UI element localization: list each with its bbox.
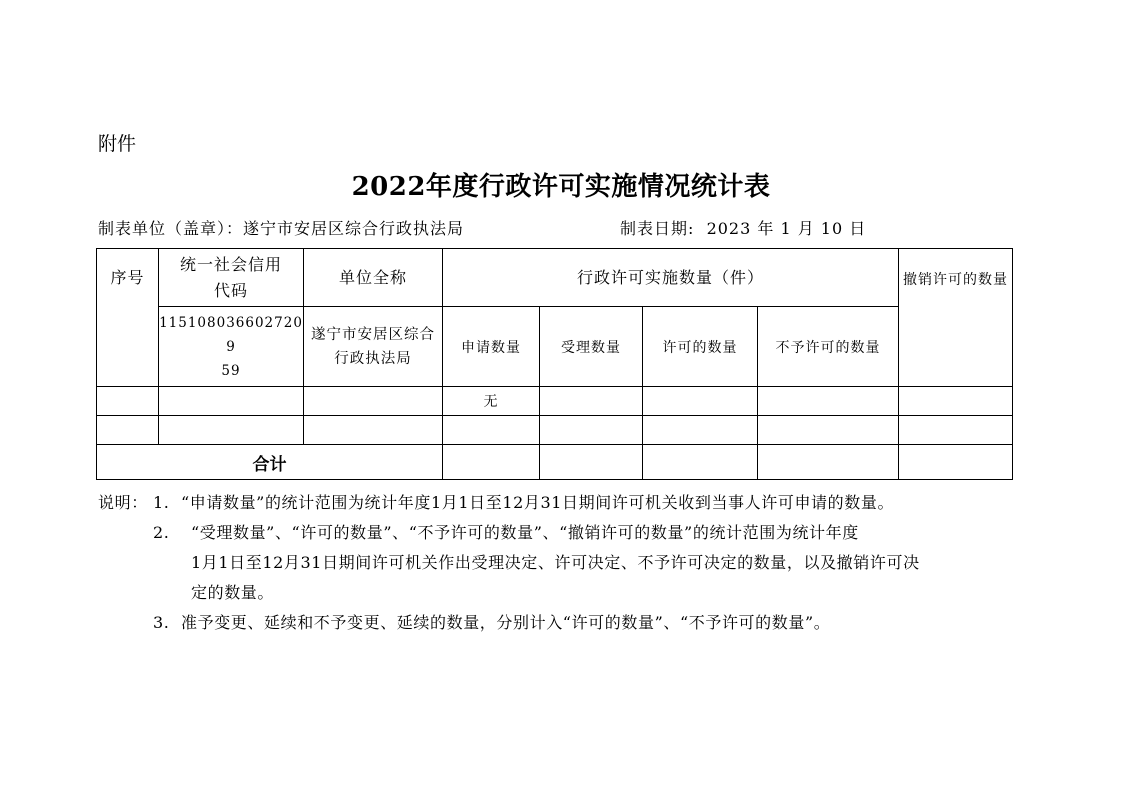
header-revoked-count: 撤销许可的数量 xyxy=(899,249,1013,387)
credit-code-cell xyxy=(159,307,304,387)
total-label: 合计 xyxy=(97,445,443,480)
subheader-applied: 申请数量 xyxy=(443,307,540,387)
table-row xyxy=(97,387,1013,416)
header-implementation-count: 行政许可实施数量（件） xyxy=(443,249,899,307)
note-text: “受理数量”、“许可的数量”、“不予许可的数量”、“撤销许可的数量”的统计范围为统计年度 xyxy=(191,523,859,542)
subheader-denied: 不予许可的数量 xyxy=(758,307,899,387)
header-row xyxy=(97,249,1013,307)
notes-section xyxy=(98,488,1038,638)
note-text: “申请数量”的统计范围为统计年度1月1日至12月31日期间许可机关收到当事人许可申请的数量。 xyxy=(181,493,895,512)
note-number: 2. xyxy=(153,523,170,542)
page-title: 2022年度行政许可实施情况统计表 xyxy=(351,172,771,202)
subheader-row xyxy=(97,307,1013,387)
note-continuation: 定的数量。 xyxy=(191,583,275,602)
subheader-accepted: 受理数量 xyxy=(540,307,643,387)
statistics-table xyxy=(96,248,1013,480)
subheader-permitted: 许可的数量 xyxy=(643,307,758,387)
notes-prefix: 说明： xyxy=(98,493,148,512)
total-row xyxy=(97,445,1013,480)
row1-applied-value: 无 xyxy=(443,387,540,416)
header-credit-code: 统一社会信用代码 xyxy=(159,249,304,307)
note-text: 准予变更、延续和不予变更、延续的数量，分别计入“许可的数量”、“不予许可的数量”。 xyxy=(181,613,831,632)
note-item xyxy=(98,488,1038,518)
credit-code-line2: 59 xyxy=(221,362,241,379)
credit-code-line1: 1151080366027209 xyxy=(159,314,303,355)
header-unit-name: 单位全称 xyxy=(304,249,443,307)
attachment-label: 附件 xyxy=(98,133,137,155)
note-number: 1. xyxy=(153,493,170,512)
header-seq: 序号 xyxy=(97,249,159,387)
table-row xyxy=(97,416,1013,445)
note-item xyxy=(98,608,1038,638)
prepared-by-unit: 制表单位（盖章）：遂宁市安居区综合行政执法局 xyxy=(98,219,465,238)
prepared-date: 制表日期: 2023 年 1 月 10 日 xyxy=(620,219,867,238)
note-continuation: 1月1日至12月31日期间许可机关作出受理决定、许可决定、不予许可决定的数量，以及撤销许可决 xyxy=(191,553,920,572)
note-item xyxy=(98,518,1038,548)
note-number: 3. xyxy=(153,613,170,632)
unit-name-cell: 遂宁市安居区综合行政执法局 xyxy=(304,307,443,387)
